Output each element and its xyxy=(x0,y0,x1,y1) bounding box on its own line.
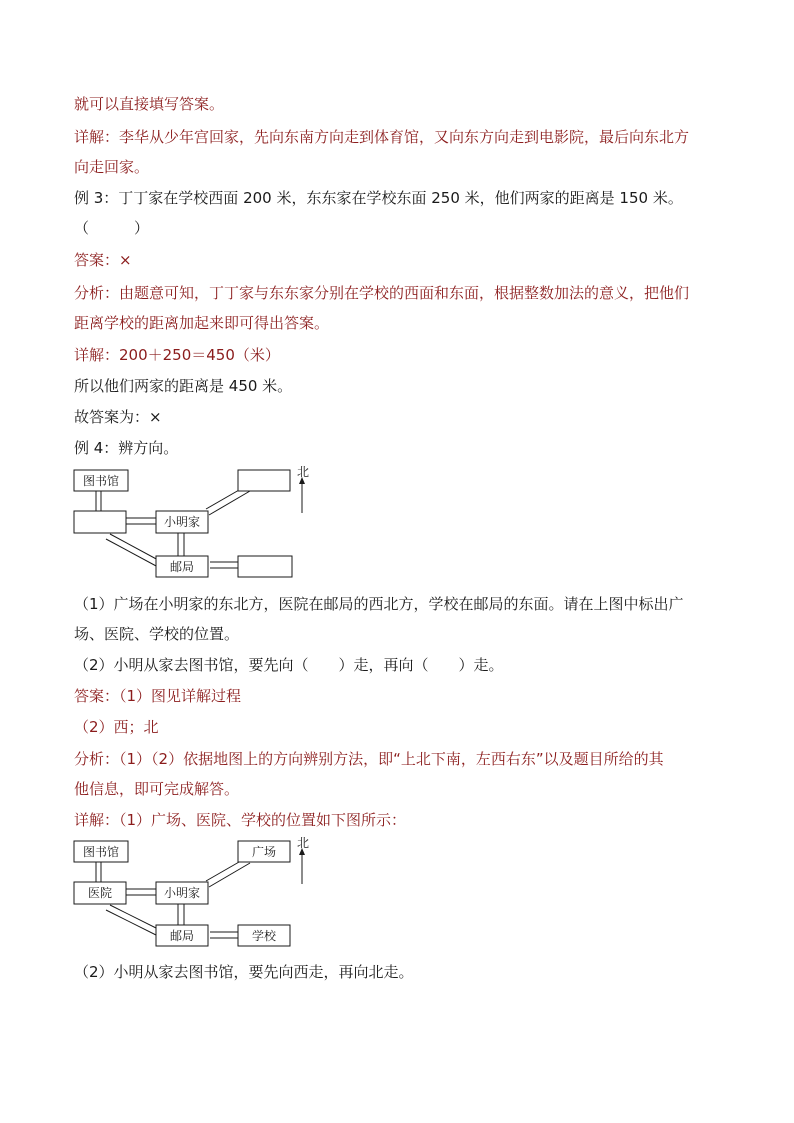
line-3: 向走回家。 xyxy=(74,158,150,176)
line-14: 场、医院、学校的位置。 xyxy=(74,625,240,643)
hospital-label: 医院 xyxy=(87,886,113,900)
line-10: 所以他们两家的距离是 450 米。 xyxy=(74,377,293,395)
line-19: 他信息，即可完成解答。 xyxy=(74,780,240,798)
home-label: 小明家 xyxy=(163,515,201,529)
north-label: 北 xyxy=(296,836,310,850)
line-6: 答案：× xyxy=(74,251,132,269)
line-20: 详解：（1）广场、医院、学校的位置如下图所示： xyxy=(74,811,407,829)
square-label: 广场 xyxy=(251,845,277,859)
direction-diagram-answer xyxy=(70,836,320,952)
post-office-label: 邮局 xyxy=(169,929,195,943)
line-17: （2）西；北 xyxy=(74,718,159,736)
library-label: 图书馆 xyxy=(82,845,120,859)
blank-box-top-right xyxy=(238,470,290,491)
line-13: （1）广场在小明家的东北方，医院在邮局的西北方，学校在邮局的东面。请在上图中标出广 xyxy=(74,595,684,613)
line-11: 故答案为：× xyxy=(74,408,162,426)
school-label: 学校 xyxy=(251,929,277,943)
line-12: 例 4：辨方向。 xyxy=(74,439,179,457)
home-label: 小明家 xyxy=(163,886,201,900)
blank-box-left xyxy=(74,511,126,533)
line-21: （2）小明从家去图书馆，要先向西走，再向北走。 xyxy=(74,963,414,981)
line-15: （2）小明从家去图书馆，要先向（ ）走，再向（ ）走。 xyxy=(74,656,504,674)
library-label: 图书馆 xyxy=(82,474,120,488)
north-label: 北 xyxy=(296,465,310,479)
direction-diagram-question xyxy=(70,465,320,581)
line-5: （ ） xyxy=(74,219,150,237)
blank-box-bottom-right xyxy=(238,556,292,577)
line-4: 例 3：丁丁家在学校西面 200 米，东东家在学校东面 250 米，他们两家的距离是 150 米。 xyxy=(74,189,683,207)
line-16: 答案：（1）图见详解过程 xyxy=(74,687,242,705)
post-office-label: 邮局 xyxy=(169,560,195,574)
line-18: 分析：（1）（2）依据地图上的方向辨别方法，即“上北下南，左西右东”以及题目所给的其 xyxy=(74,750,664,768)
line-1: 就可以直接填写答案。 xyxy=(74,95,225,113)
line-8: 距离学校的距离加起来即可得出答案。 xyxy=(74,314,330,332)
line-9: 详解：200＋250＝450（米） xyxy=(74,346,280,364)
line-7: 分析：由题意可知，丁丁家与东东家分别在学校的西面和东面，根据整数加法的意义，把他们 xyxy=(74,284,690,302)
line-2: 详解：李华从少年宫回家，先向东南方向走到体育馆，又向东方向走到电影院，最后向东北方 xyxy=(74,128,690,146)
